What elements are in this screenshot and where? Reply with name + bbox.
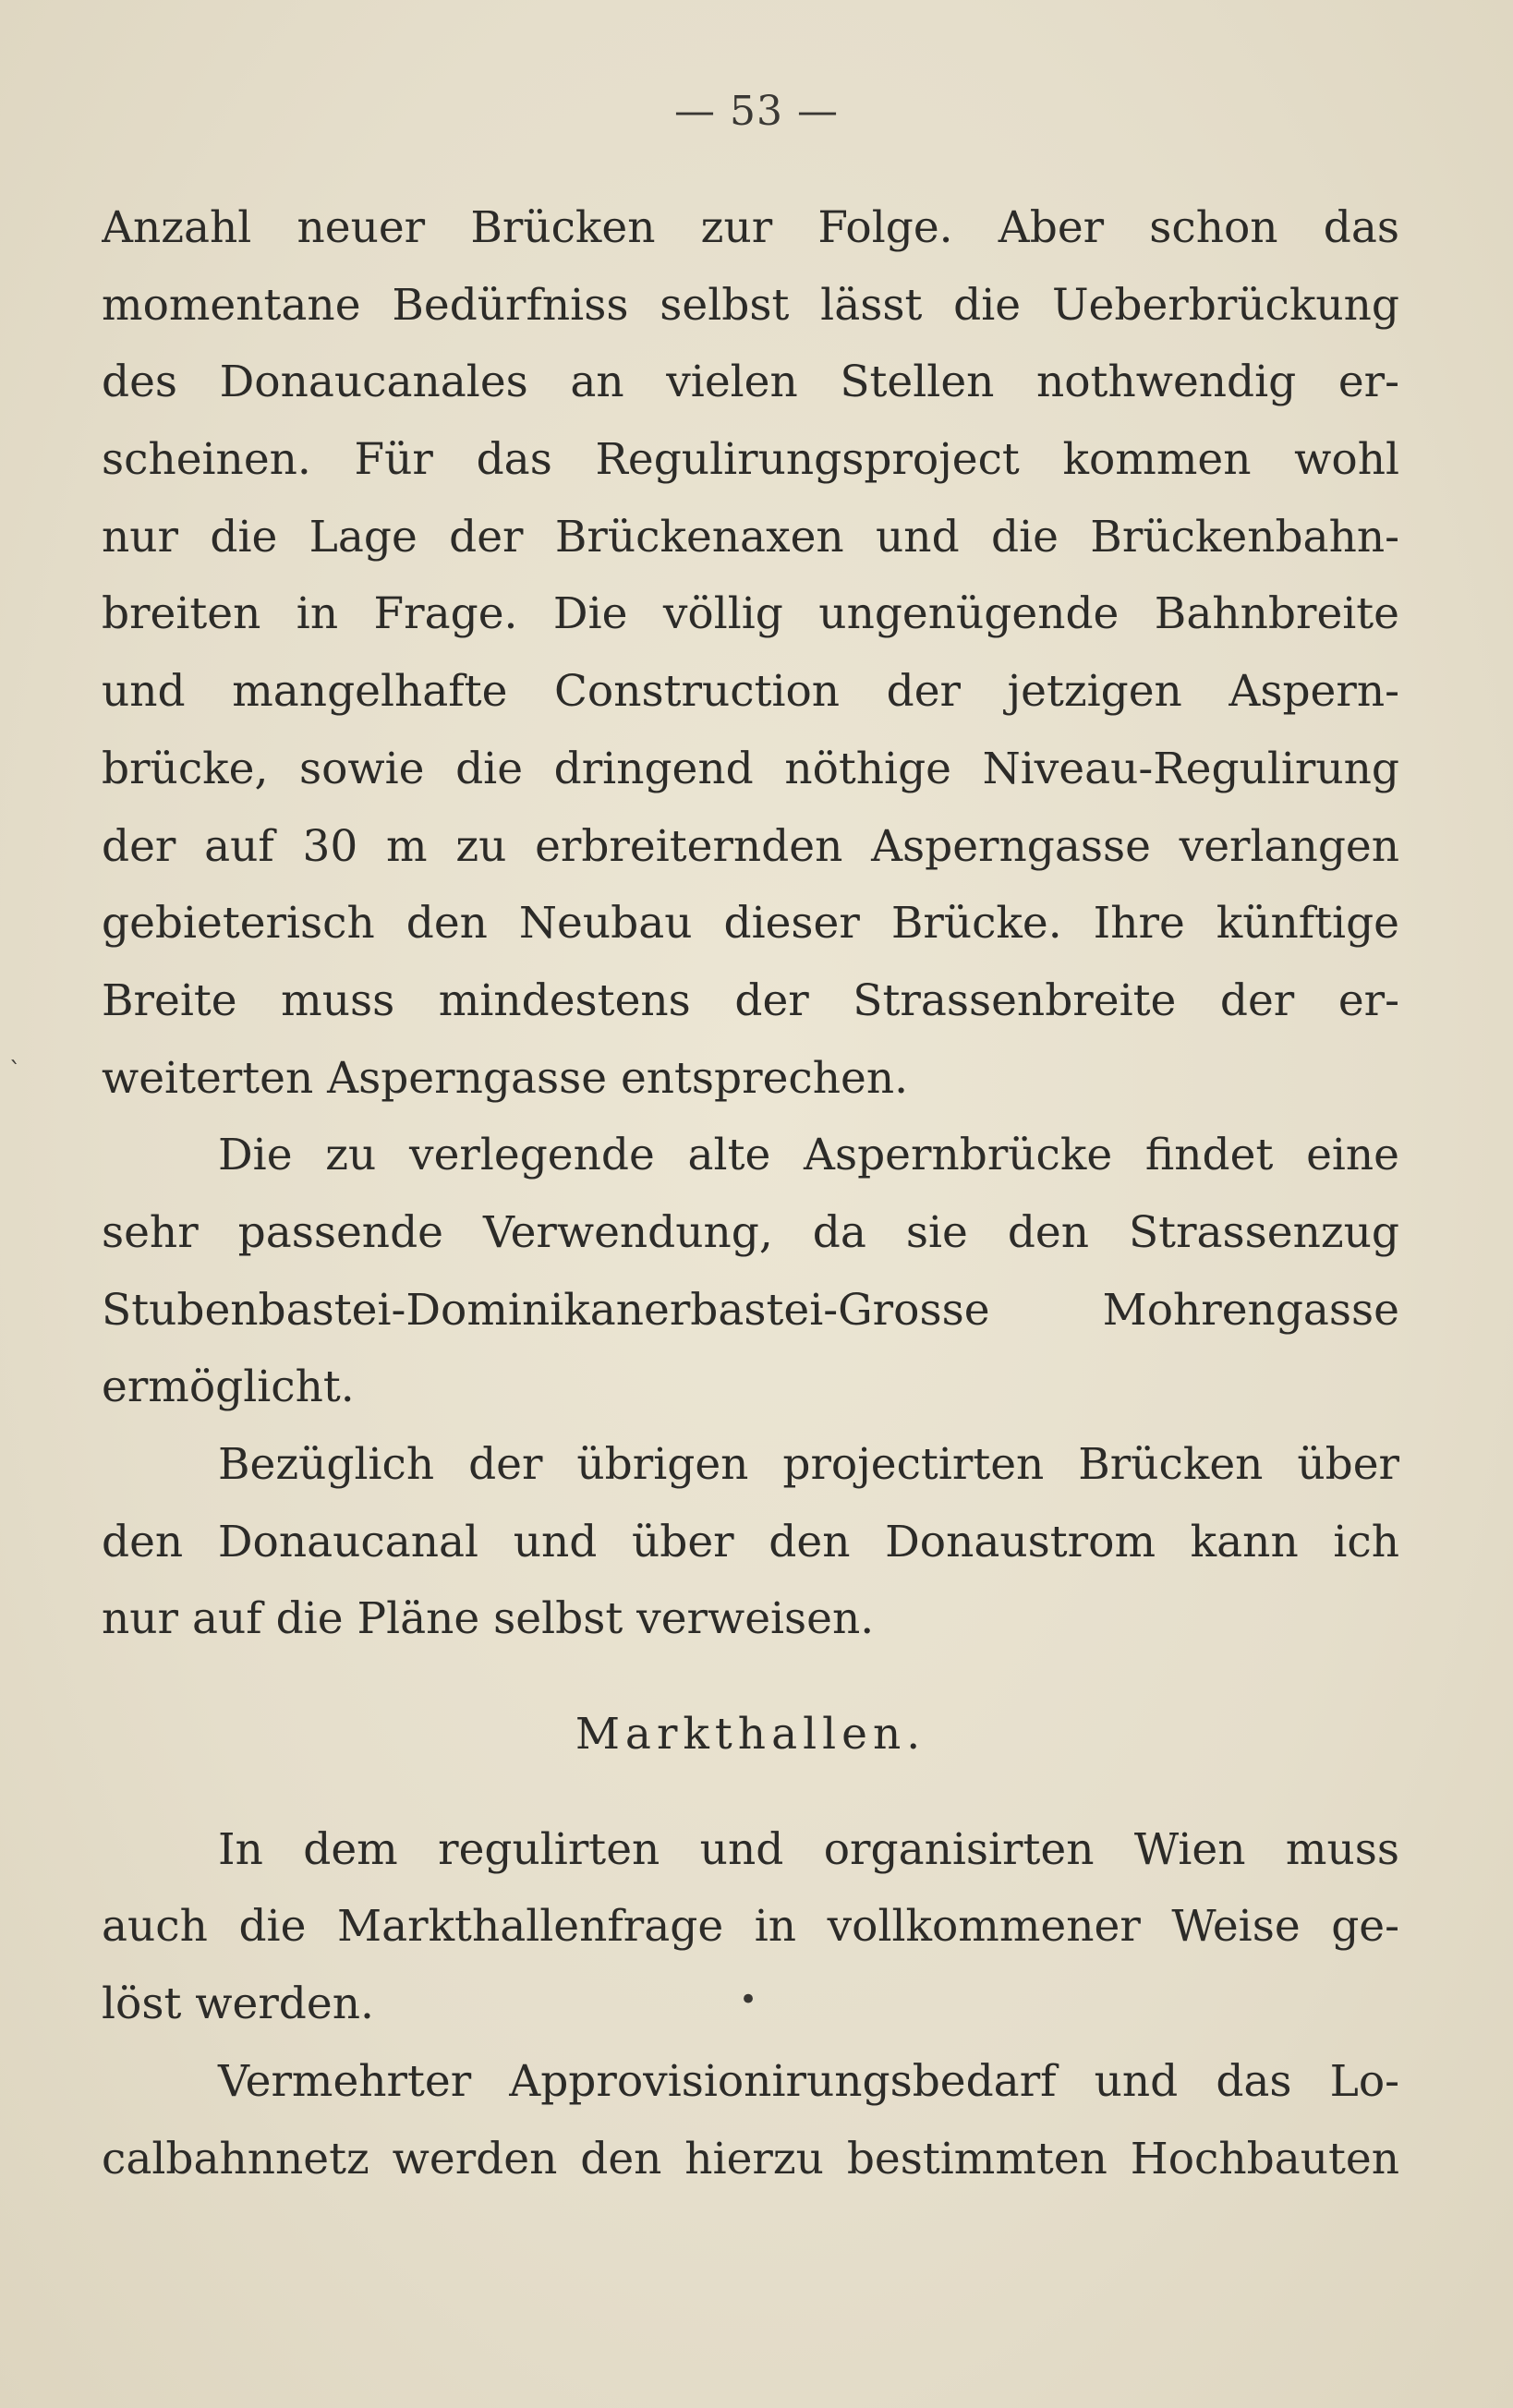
text-line: Breite muss mindestens der Strassenbreite der er- [102,974,1399,1026]
text-line: Bezüglich der übrigen projectirten Brücken über [218,1439,1399,1490]
body-text [102,189,1399,2197]
text-line: Stubenbastei-Dominikanerbastei-Grosse Mohrengasse [102,1284,1399,1336]
text-line: ermöglicht. [102,1361,355,1413]
text-line: momentane Bedürfniss selbst lässt die Ueberbrückung [102,279,1399,331]
section-gap [102,1658,1399,1696]
text-line: calbahnnetz werden den hierzu bestimmten Hochbauten [102,2133,1399,2184]
text-line: Anzahl neuer Brücken zur Folge. Aber schon das [102,202,1399,253]
text-line: nur die Lage der Brückenaxen und die Brückenbahn- [102,511,1399,563]
text-line: löst werden. [102,1978,374,2030]
ink-mark: ` [9,1058,21,1085]
text-line: gebieterisch den Neubau dieser Brücke. Ihre künftige [102,898,1399,950]
text-line: weiterten Asperngasse entsprechen. [102,1052,909,1104]
text-line: und mangelhafte Construction der jetzigen Aspern- [102,666,1399,718]
text-line: In dem regulirten und organisirten Wien muss [218,1823,1399,1875]
text-line: Die zu verlegende alte Aspernbrücke findet eine [218,1130,1399,1181]
text-line: der auf 30 m zu erbreiternden Asperngasse verlangen [102,820,1399,872]
section-heading: Markthallen. [575,1709,926,1761]
ink-dot: • [739,1981,758,2018]
text-line: nur auf die Pläne selbst verweisen. [102,1593,875,1645]
text-line: den Donaucanal und über den Donaustrom kann ich [102,1516,1399,1567]
text-line: Vermehrter Approvisionirungsbedarf und das Lo- [218,2055,1399,2107]
text-line: des Donaucanales an vielen Stellen nothwendig er- [102,357,1399,408]
text-line: brücke, sowie die dringend nöthige Niveau-Regulirung [102,743,1399,794]
section-gap [102,1773,1399,1811]
text-line: sehr passende Verwendung, da sie den Strassenzug [102,1206,1399,1258]
text-line: breiten in Frage. Die völlig ungenügende Bahnbreite [102,588,1399,640]
text-line: scheinen. Für das Regulirungsproject kommen wohl [102,434,1399,486]
text-line: auch die Markthallenfrage in vollkommener Weise ge- [102,1901,1399,1953]
page-number: — 53 — [674,88,839,135]
